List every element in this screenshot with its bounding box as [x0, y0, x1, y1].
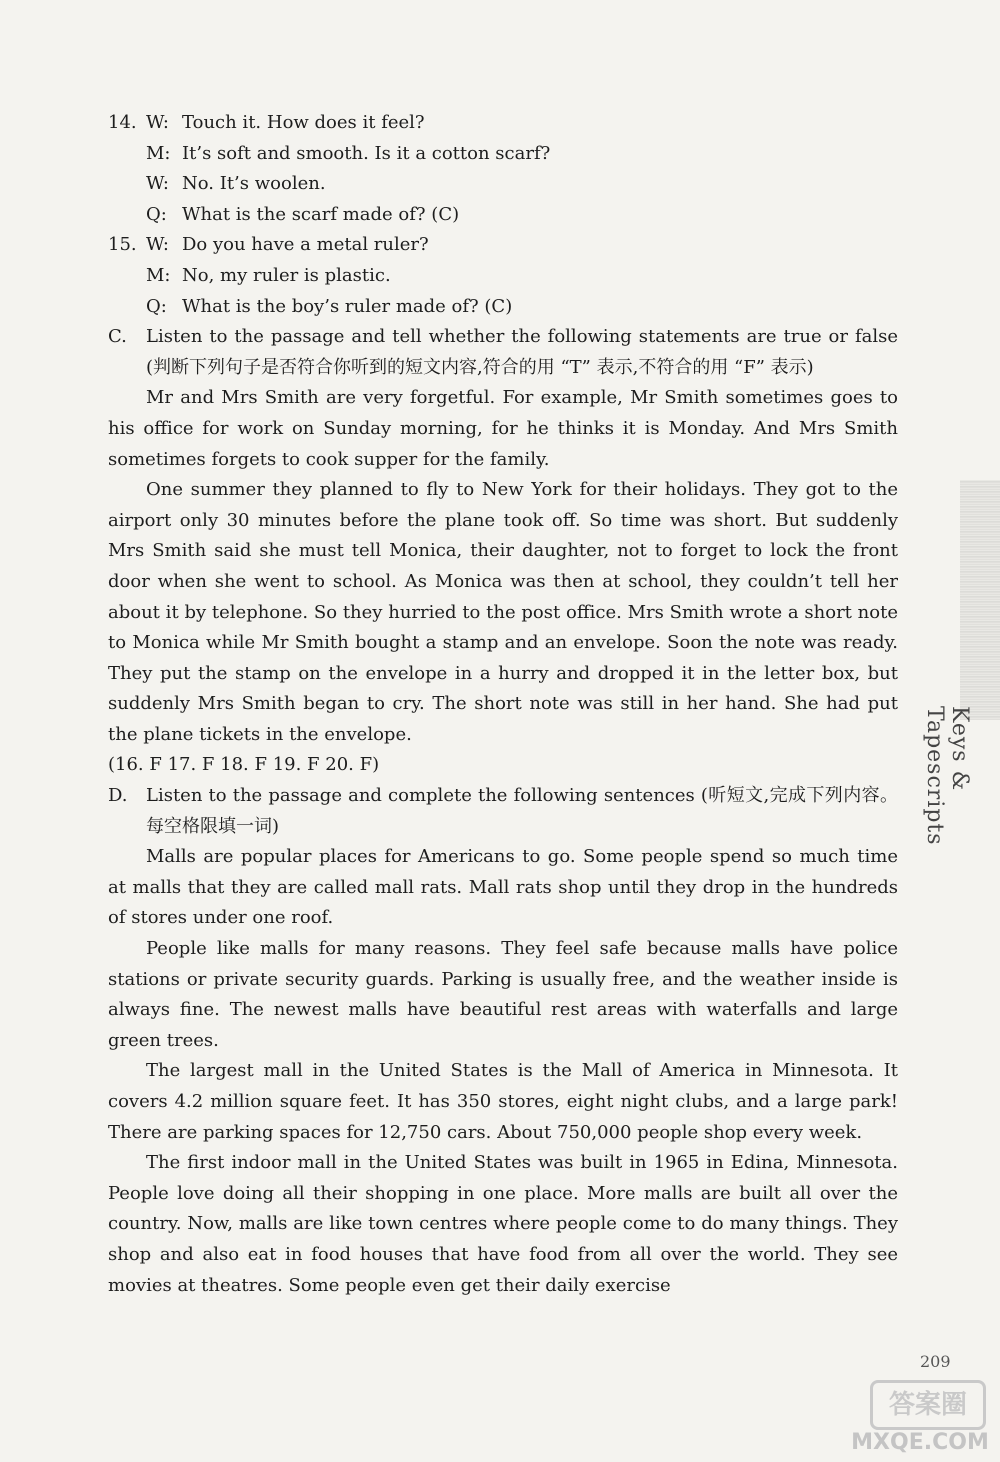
speaker-label: M:: [146, 142, 171, 164]
section-d-instruction: [108, 781, 898, 842]
dialogue-15-line-2: [108, 261, 898, 292]
dialogue-15-line-1: [108, 230, 898, 261]
dialogue-14-line-1: [108, 108, 898, 139]
answer-key: (16. F 17. F 18. F 19. F 20. F): [108, 754, 380, 776]
dialogue-text: What is the scarf made of? (C): [182, 203, 460, 225]
watermark-url: MXQE.COM: [851, 1430, 989, 1455]
page-number: 209: [920, 1352, 951, 1371]
dialogue-text: No. It’s woolen.: [182, 173, 326, 195]
dialogue-text: It’s soft and smooth. Is it a cotton scarf?: [182, 142, 551, 164]
passage-paragraph: People like malls for many reasons. They feel safe because malls have police stations or private security guards. Parking is usually free, and the weather inside is always fine. The newest malls have beautiful rest areas with waterfalls and large green trees.: [108, 938, 898, 1051]
speaker-label: W:: [146, 173, 170, 195]
passage-paragraph: Mr and Mrs Smith are very forgetful. For example, Mr Smith sometimes goes to his office for work on Sunday morning, for he thinks it is Monday. And Mrs Smith sometimes forgets to cook supper for the family.: [108, 387, 898, 470]
speaker-label: W:: [146, 234, 170, 256]
watermark-logo: 答案圈: [870, 1380, 986, 1430]
question-number: 15.: [108, 234, 137, 256]
passage-paragraph: The largest mall in the United States is the Mall of America in Minnesota. It covers 4.2 million square feet. It has 350 stores, eight night clubs, and a large park! There are parking spaces for 12,750 cars. About 750,000 people shop every week.: [108, 1060, 898, 1143]
dialogue-text: Do you have a metal ruler?: [182, 234, 429, 256]
section-c-instruction: [108, 322, 898, 383]
section-label: D.: [108, 785, 128, 807]
instruction-text: Listen to the passage and tell whether the following statements are true or false (判断下列句子是否符合你听到的短文内容,符合的用 “T” 表示,不符合的用 “F” 表示): [146, 326, 898, 378]
page-content: [108, 108, 898, 1301]
dialogue-14-question: [108, 200, 898, 231]
dialogue-15-question: [108, 292, 898, 323]
dialogue-14-line-2: [108, 139, 898, 170]
dialogue-text: No, my ruler is plastic.: [182, 264, 391, 286]
passage-paragraph: Malls are popular places for Americans to go. Some people spend so much time at malls that they are called mall rats. Mall rats shop until they drop in the hundreds of stores under one roof.: [108, 846, 898, 929]
watermark: [850, 1380, 990, 1458]
passage-paragraph: One summer they planned to fly to New York for their holidays. They got to the airport only 30 minutes before the plane took off. So time was short. But suddenly Mrs Smith said she must tell Monica, their daughter, not to forget to lock the front door when she went to school. As Monica was then at school, they couldn’t tell her about it by telephone. So they hurried to the post office. Mrs Smith wrote a short note to Monica while Mr Smith bought a stamp and an envelope. Soon the note was ready. They put the stamp on the envelope in a hurry and dropped it in the letter box, but suddenly Mrs Smith began to cry. The short note was still in her hand. She had put the plane tickets in the envelope.: [108, 479, 898, 745]
page-edge-tab: [960, 480, 1000, 720]
section-label: C.: [108, 326, 127, 348]
speaker-label: Q:: [146, 203, 167, 225]
passage-paragraph: The first indoor mall in the United States was built in 1965 in Edina, Minnesota. People love doing all their shopping in one place. More malls are built all over the country. Now, malls are like town centres where people come to do many things. They shop and also eat in food houses that have food from all over the world. They see movies at theatres. Some people even get their daily exercise: [108, 1152, 898, 1296]
speaker-label: W:: [146, 112, 170, 133]
dialogue-14-line-3: [108, 169, 898, 200]
dialogue-text: Touch it. How does it feel?: [182, 112, 425, 133]
speaker-label: M:: [146, 264, 171, 286]
speaker-label: Q:: [146, 295, 167, 317]
instruction-text: Listen to the passage and complete the following sentences (听短文,完成下列内容。每空格限填一词): [146, 785, 898, 837]
dialogue-text: What is the boy’s ruler made of? (C): [182, 295, 513, 317]
question-number: 14.: [108, 112, 137, 133]
side-section-label: Keys & Tapescripts: [922, 706, 972, 846]
